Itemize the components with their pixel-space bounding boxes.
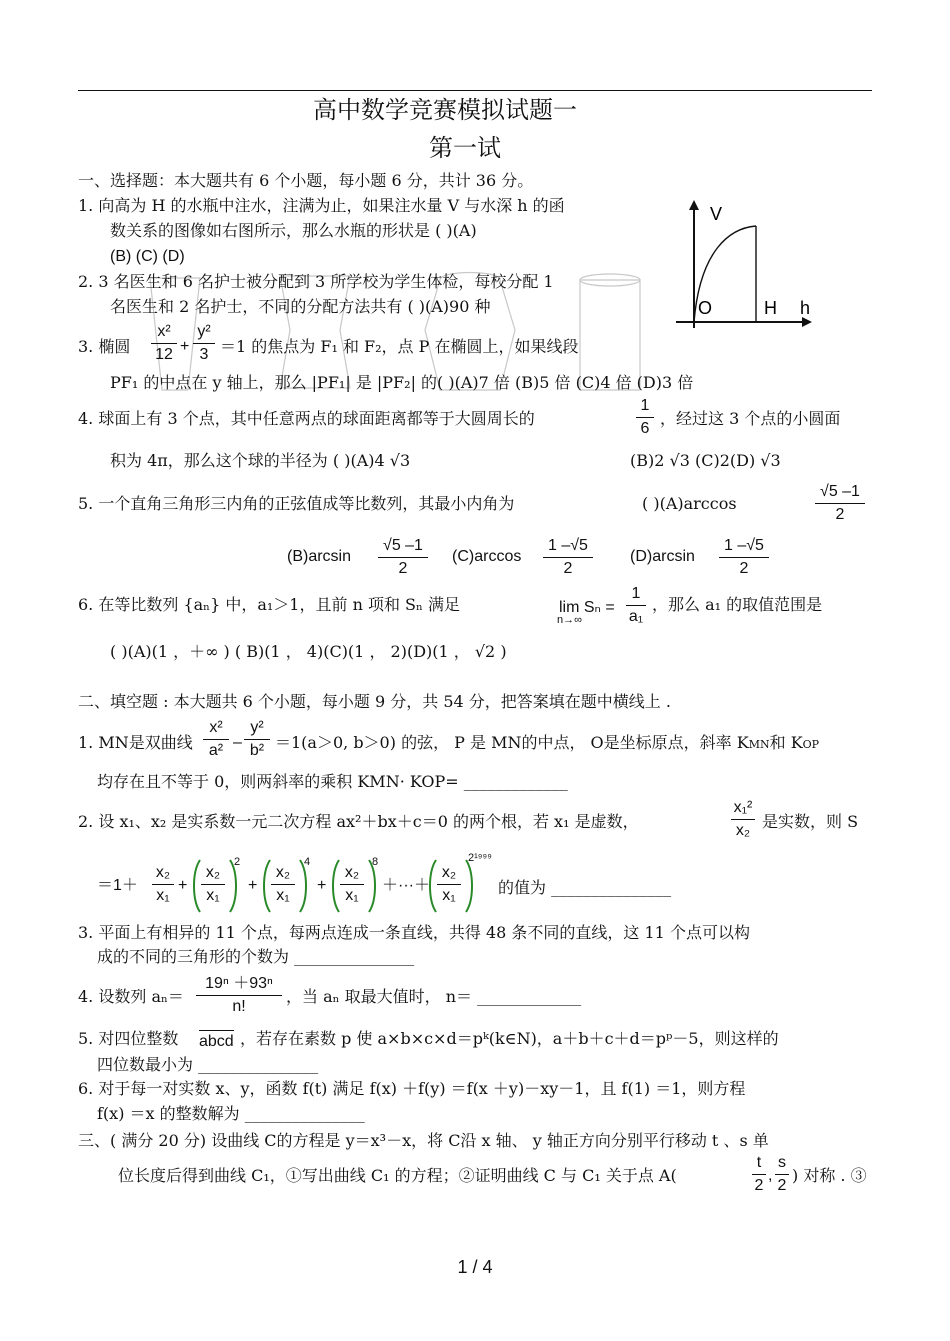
p2q1-fraction-y (244, 718, 270, 761)
q1-line2: 数关系的图像如右图所示，那么水瓶的形状是 ( )(A) (110, 221, 477, 240)
graph-h-mark-label: H (764, 298, 777, 318)
q3-fraction-x (151, 322, 177, 365)
q6-frac-num: 1 (631, 585, 641, 602)
p2q2-series-num-4: x₂ (441, 864, 457, 881)
p2q2-power-4: 2¹⁹⁹⁹ (468, 852, 492, 864)
q4-line2: 积为 4π，那么这个球的半径为 ( )(A)4 √3 (110, 451, 411, 470)
p2q1-minus: – (233, 734, 242, 751)
p2q2-line1: 2. 设 x₁、x₂ 是实系数一元二次方程 ax²＋bx＋c＝0 的两个根，若 x₁ 是虚数， (78, 812, 639, 831)
q3-fraction-y (193, 322, 215, 365)
p2q1-prefix: 1. MN是双曲线 (78, 733, 193, 752)
q5-line1: 5. 一个直角三角形三内角的正弦值成等比数列，其最小内角为 (78, 494, 515, 513)
graph-h-axis-label: h (800, 298, 811, 318)
q2-line2: 名医生和 2 名护士，不同的分配方法共有 ( )(A)90 种 (110, 297, 491, 316)
top-rule (78, 90, 872, 91)
q3-frac-y-den: 3 (199, 346, 209, 363)
p2q2-series-num-1: x₂ (205, 864, 221, 881)
p2q2-dots: ＋···＋ (382, 877, 430, 894)
part3-fraction-s (775, 1153, 789, 1196)
q5-frac-b-num: √5 –1 (383, 537, 423, 554)
p2q2-line2-suffix: 的值为 _______________ (498, 878, 672, 897)
q1-line1: 1. 向高为 H 的水瓶中注水，注满为止，如果注水量 V 与水深 h 的函 (78, 196, 565, 215)
p2q2-series-num-3: x₂ (344, 864, 360, 881)
q5-frac-b-den: 2 (398, 560, 408, 577)
p2q2-series-frac-1 (201, 863, 225, 906)
q3-plus: + (180, 338, 190, 355)
q3-suffix: ＝1 的焦点为 F₁ 和 F₂，点 P 在椭圆上，如果线段 (220, 337, 579, 356)
q5-fraction-c (543, 536, 593, 579)
p2q2-plus-3: + (317, 877, 327, 894)
part1-heading: 一、选择题：本大题共有 6 个小题，每小题 6 分，共计 36 分。 (78, 171, 534, 190)
p2q1-sub-op: OP (802, 738, 820, 751)
q6-line1-suffix: ，那么 a₁ 的取值范围是 (652, 595, 823, 614)
p2q2-frac-den: x₂ (735, 822, 751, 839)
q5-frac-d-num: 1 –√5 (724, 537, 764, 554)
p2q2-line1-suffix: 是实数，则 S (762, 812, 859, 831)
p2q1-frac-x-den: a² (208, 742, 224, 759)
part3-frac-t-num: t (756, 1154, 762, 1171)
p2q2-fraction (731, 798, 755, 841)
q3-prefix: 3. 椭圆 (78, 337, 131, 356)
q3-line2: PF₁ 的中点在 y 轴上，那么 |PF₁| 是 |PF₂| 的( )(A)7 倍 (B)5 倍 (C)4 倍 (D)3 倍 (110, 373, 694, 392)
p2q1-suffix (275, 733, 819, 753)
p2q2-frac-num: x₁² (733, 799, 753, 816)
q3-frac-x-num: x² (157, 323, 171, 340)
p2q2-series-den-4: x₁ (442, 887, 456, 904)
q6-line2: ( )(A)(1 ，＋∞ ) ( B)(1 ， 4)(C)(1 ， 2)(D)(1 ， √2 ) (110, 642, 507, 661)
q6-lim: lim Sₙ = (559, 599, 615, 616)
p2q4-fraction (196, 974, 282, 1017)
p2q2-series-den-1: x₁ (206, 887, 220, 904)
p2q2-line2-prefix: ＝1＋ (97, 877, 138, 894)
p2q2-series-den-0: x₁ (156, 887, 170, 904)
p2q5-prefix: 5. 对四位整数 (78, 1029, 179, 1048)
q5-b-label: (B)arcsin (287, 548, 352, 565)
p2q1-suffix-and: 和 K (769, 733, 803, 752)
part3-fraction-t (752, 1153, 766, 1196)
q4-frac-num: 1 (640, 397, 650, 414)
p2q2-series-num-2: x₂ (275, 864, 291, 881)
part3-frac-t-den: 2 (754, 1177, 764, 1194)
p2q2-series-frac-3 (340, 863, 364, 906)
p2q5-overline: abcd (199, 1030, 234, 1052)
bottle-b (280, 276, 350, 388)
q6-fraction (626, 584, 646, 627)
q5-frac-c-den: 2 (563, 560, 573, 577)
q5-line1-right: ( )(A)arccos (642, 494, 737, 513)
p2q2-plus-1: + (178, 877, 188, 894)
q5-d-label: (D)arcsin (630, 548, 695, 565)
volume-depth-graph (660, 200, 820, 340)
q5-frac-a-num: √5 –1 (820, 483, 860, 500)
part3-frac-s-num: s (778, 1154, 786, 1171)
p2q2-power-1: 2 (234, 856, 241, 868)
page-number: 1 / 4 (457, 1257, 493, 1277)
p2q1-frac-y-num: y² (250, 719, 264, 736)
p2q2-plus-2: + (248, 877, 258, 894)
part3-line2-suffix: ) 对称 . ③ (792, 1166, 867, 1185)
q1-line3: (B) (C) (D) (110, 248, 185, 265)
p2q4-frac-den: n! (232, 998, 246, 1015)
q5-frac-c-num: 1 –√5 (548, 537, 588, 554)
p2q1-sub-mn: MN (748, 738, 770, 751)
p2q2-series-frac-4 (437, 863, 461, 906)
q3-frac-x-den: 12 (155, 346, 173, 363)
p2q1-suffix-text: ＝1(a＞0, b＞0) 的弦， P 是 MN的中点， O是坐标原点，斜率 K (275, 733, 749, 752)
part3-frac-s-den: 2 (777, 1177, 787, 1194)
q4-line2-right: (B)2 √3 (C)2(D) √3 (630, 451, 781, 470)
graph-v-label: V (710, 204, 723, 224)
p2q2-series-frac-0 (152, 863, 174, 906)
p2q2-series-num-0: x₂ (155, 864, 171, 881)
p2q4-prefix: 4. 设数列 aₙ＝ (78, 987, 184, 1006)
graph-y-arrow (689, 200, 699, 210)
q6-frac-den: a₁ (628, 608, 644, 625)
q2-line1: 2. 3 名医生和 6 名护士被分配到 3 所学校为学生体检，每校分配 1 (78, 272, 554, 291)
q4-line1: 4. 球面上有 3 个点，其中任意两点的球面距离都等于大圆周长的 (78, 409, 535, 428)
p2q2-series-den-3: x₁ (345, 887, 359, 904)
q5-frac-d-den: 2 (739, 560, 749, 577)
q4-line1-suffix: ，经过这 3 个点的小圆面 (660, 409, 841, 428)
q5-fraction-b (378, 536, 428, 579)
page-subtitle: 第一试 (429, 134, 501, 162)
page-title: 高中数学竞赛模拟试题一 (313, 96, 577, 124)
q5-c-label: (C)arccos (452, 548, 522, 565)
q5-fraction-a (815, 482, 865, 525)
p2q1-frac-x-num: x² (209, 719, 223, 736)
p2q2-series-frac-2 (271, 863, 295, 906)
part2-heading: 二、填空题 : 本大题共 6 个小题，每小题 9 分，共 54 分，把答案填在题中横线上 . (78, 692, 671, 711)
p2q6-line2: f(x) ＝x 的整数解为 _______________ (97, 1104, 365, 1123)
p2q4-suffix: ，当 aₙ 取最大值时， n＝ _____________ (286, 987, 582, 1006)
p2q5-suffix: ，若存在素数 p 使 a×b×c×d＝pᵏ(k∈N)，a＋b＋c＋d＝pᵖ－5，则这样的 (240, 1029, 779, 1048)
p2q3-line2: 成的不同的三角形的个数为 _______________ (97, 947, 415, 966)
q6-lim-sub: n→∞ (557, 614, 582, 626)
q4-fraction (636, 396, 654, 439)
p2q4-frac-num: 19ⁿ ＋93ⁿ (205, 975, 273, 992)
p2q6-line1: 6. 对于每一对实数 x、y，函数 f(t) 满足 f(x) ＋f(y) ＝f(x ＋y)－xy－1，且 f(1) ＝1，则方程 (78, 1079, 746, 1098)
q5-frac-a-den: 2 (835, 506, 845, 523)
part3-comma: , (768, 1167, 773, 1184)
graph-o-label: O (698, 298, 713, 318)
p2q5-line2: 四位数最小为 _______________ (97, 1055, 319, 1074)
q6-line1: 6. 在等比数列 {aₙ} 中，a₁＞1，且前 n 项和 Sₙ 满足 (78, 595, 461, 614)
p2q1-fraction-x (203, 718, 229, 761)
p2q2-power-2: 4 (304, 856, 311, 868)
part3-line2: 位长度后得到曲线 C₁，①写出曲线 C₁ 的方程；②证明曲线 C 与 C₁ 关于点 A( (118, 1166, 677, 1185)
q5-fraction-d (719, 536, 769, 579)
p2q3-line1: 3. 平面上有相异的 11 个点，每两点连成一条直线，共得 48 条不同的直线，这 11 个点可以构 (78, 923, 750, 942)
p2q2-series-den-2: x₁ (276, 887, 290, 904)
graph-x-arrow (802, 317, 812, 327)
part3-line1: 三、( 满分 20 分) 设曲线 C的方程是 y＝x³－x，将 C沿 x 轴、 y 轴正方向分别平行移动 t 、s 单 (78, 1131, 769, 1150)
q3-frac-y-num: y² (197, 323, 211, 340)
q4-frac-den: 6 (640, 420, 650, 437)
p2q2-power-3: 8 (372, 856, 379, 868)
p2q1-line2: 均存在且不等于 0，则两斜率的乘积 KMN· KOP= _____________ (97, 772, 568, 791)
p2q1-frac-y-den: b² (249, 742, 265, 759)
